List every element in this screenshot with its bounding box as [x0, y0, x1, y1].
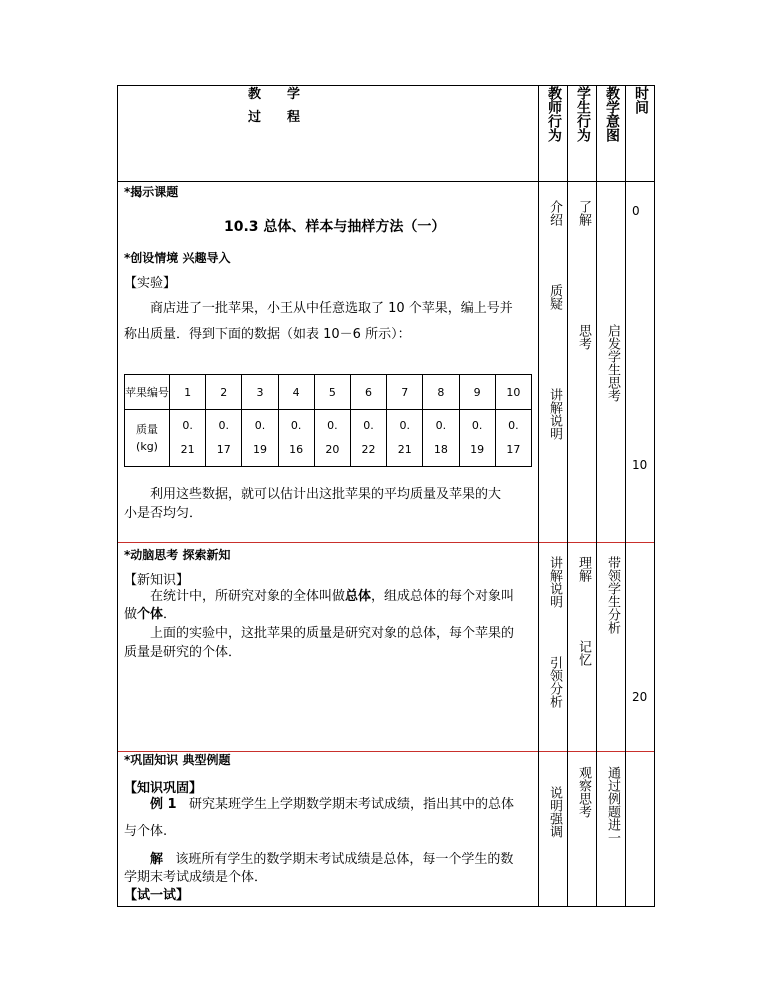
section3-label: *巩固知识 典型例题	[124, 753, 231, 767]
apple-weight-cell: 0.19	[242, 410, 278, 467]
example1-text: 研究某班学生上学期数学期末考试成绩，指出其中的总体	[188, 797, 514, 812]
col-divider-2	[567, 85, 568, 907]
section1-teacher-question: 质疑	[547, 284, 562, 310]
apple-number-cell: 1	[170, 375, 206, 410]
section2-student-understand: 理解	[576, 556, 591, 582]
new-knowledge-bracket: 【新知识】	[124, 573, 190, 588]
section2-label: *动脑思考 探索新知	[124, 548, 231, 562]
apple-number-cell: 4	[278, 375, 314, 410]
header-time: 时间	[633, 86, 649, 114]
apple-number-cell: 3	[242, 375, 278, 410]
example1-label: 例 1	[150, 797, 177, 812]
section1-teacher-explain: 讲解说明	[547, 388, 562, 440]
section1-subheading: *创设情境 兴趣导入	[124, 251, 231, 265]
consolidation-bracket: 【知识巩固】	[124, 781, 203, 796]
application-line1: 上面的实验中，这批苹果的质量是研究对象的总体，每个苹果的	[150, 626, 515, 641]
term-population: 总体	[345, 589, 372, 604]
experiment-paragraph-line1: 商店进了一批苹果，小王从中任意选取了 10 个苹果，编上号并	[150, 301, 513, 316]
col-divider-1	[538, 85, 539, 907]
apple-weight-cell: 0.19	[459, 410, 495, 467]
section3-intent: 通过例题进一	[605, 766, 620, 844]
conclusion-paragraph-line2: 小是否均匀．	[124, 506, 203, 521]
term-individual: 个体	[137, 607, 164, 622]
apple-number-cell: 8	[423, 375, 459, 410]
apple-number-cell: 10	[495, 375, 531, 410]
solution-line1	[150, 851, 513, 869]
section1-time-end: 10	[632, 458, 648, 472]
apple-weight-header: 质量(kg)	[125, 410, 170, 467]
header-main-line1: 教 学	[248, 87, 301, 102]
section2-student-memorize: 记忆	[576, 640, 591, 666]
header-teacher-behavior: 教师行为	[546, 86, 562, 142]
section1-label: *揭示课题	[124, 185, 179, 199]
col-divider-4	[625, 85, 626, 907]
try-it-bracket: 【试一试】	[124, 888, 190, 903]
apple-number-cell: 9	[459, 375, 495, 410]
section2-teacher-guide: 引领分析	[547, 656, 562, 708]
example1-line2: 与个体.	[124, 824, 168, 839]
solution-line2: 学期末考试成绩是个体．	[124, 870, 268, 885]
definition-line2	[124, 606, 176, 624]
apple-data-table	[124, 374, 532, 467]
header-student-behavior: 学生行为	[575, 86, 591, 142]
application-line2: 质量是研究的个体．	[124, 645, 242, 660]
apple-number-cell: 6	[350, 375, 386, 410]
section1-student-think: 思考	[576, 324, 591, 350]
header-teaching-intent: 教学意图	[604, 86, 620, 142]
table-left-border	[117, 85, 118, 907]
header-main-line2: 过 程	[248, 110, 301, 125]
section1-teacher-intro: 介绍	[547, 200, 562, 226]
apple-weight-cell: 0.17	[495, 410, 531, 467]
col-divider-3	[596, 85, 597, 907]
apple-weight-cell: 0.18	[423, 410, 459, 467]
experiment-paragraph-line2: 称出质量．得到下面的数据（如表 10－6 所示）：	[124, 327, 411, 342]
conclusion-paragraph-line1: 利用这些数据，就可以估计出这批苹果的平均质量及苹果的大	[150, 487, 502, 502]
example1-line1	[150, 796, 514, 814]
table-right-border	[654, 85, 655, 907]
apple-weight-cell: 0.17	[206, 410, 242, 467]
solution-label: 解	[150, 852, 164, 867]
section1-time-start: 0	[632, 204, 640, 218]
apple-weight-cell: 0.21	[170, 410, 206, 467]
apple-number-cell: 7	[387, 375, 423, 410]
section1-bottom-border	[117, 542, 655, 543]
apple-weight-cell: 0.22	[350, 410, 386, 467]
lesson-title: 10.3 总体、样本与抽样方法（一）	[224, 219, 446, 235]
definition-line1-pre: 在统计中，所研究对象的全体叫做	[150, 589, 346, 604]
section3-teacher-emphasize: 说明强调	[547, 786, 562, 838]
experiment-bracket: 【实验】	[124, 276, 177, 291]
section3-student-observe: 观察思考	[576, 766, 591, 818]
section1-student-understand: 了解	[576, 200, 591, 226]
definition-line1-post: ，组成总体的每个对象叫	[371, 589, 515, 604]
section2-time: 20	[632, 690, 648, 704]
definition-line2-post: ．	[163, 607, 177, 622]
definition-line1	[150, 588, 514, 606]
apple-weight-cell: 0.16	[278, 410, 314, 467]
solution-text: 该班所有学生的数学期末考试成绩是总体，每一个学生的数	[175, 852, 514, 867]
apple-number-cell: 2	[206, 375, 242, 410]
apple-number-cell: 5	[314, 375, 350, 410]
section2-intent: 带领学生分析	[605, 556, 620, 634]
table-bottom-border	[117, 906, 655, 907]
apple-weight-cell: 0.21	[387, 410, 423, 467]
apple-number-header: 苹果编号	[125, 375, 170, 410]
apple-weight-cell: 0.20	[314, 410, 350, 467]
section1-intent: 启发学生思考	[605, 324, 620, 402]
section2-teacher-explain: 讲解说明	[547, 556, 562, 608]
definition-line2-pre: 做	[124, 607, 138, 622]
header-bottom-border	[117, 181, 655, 182]
